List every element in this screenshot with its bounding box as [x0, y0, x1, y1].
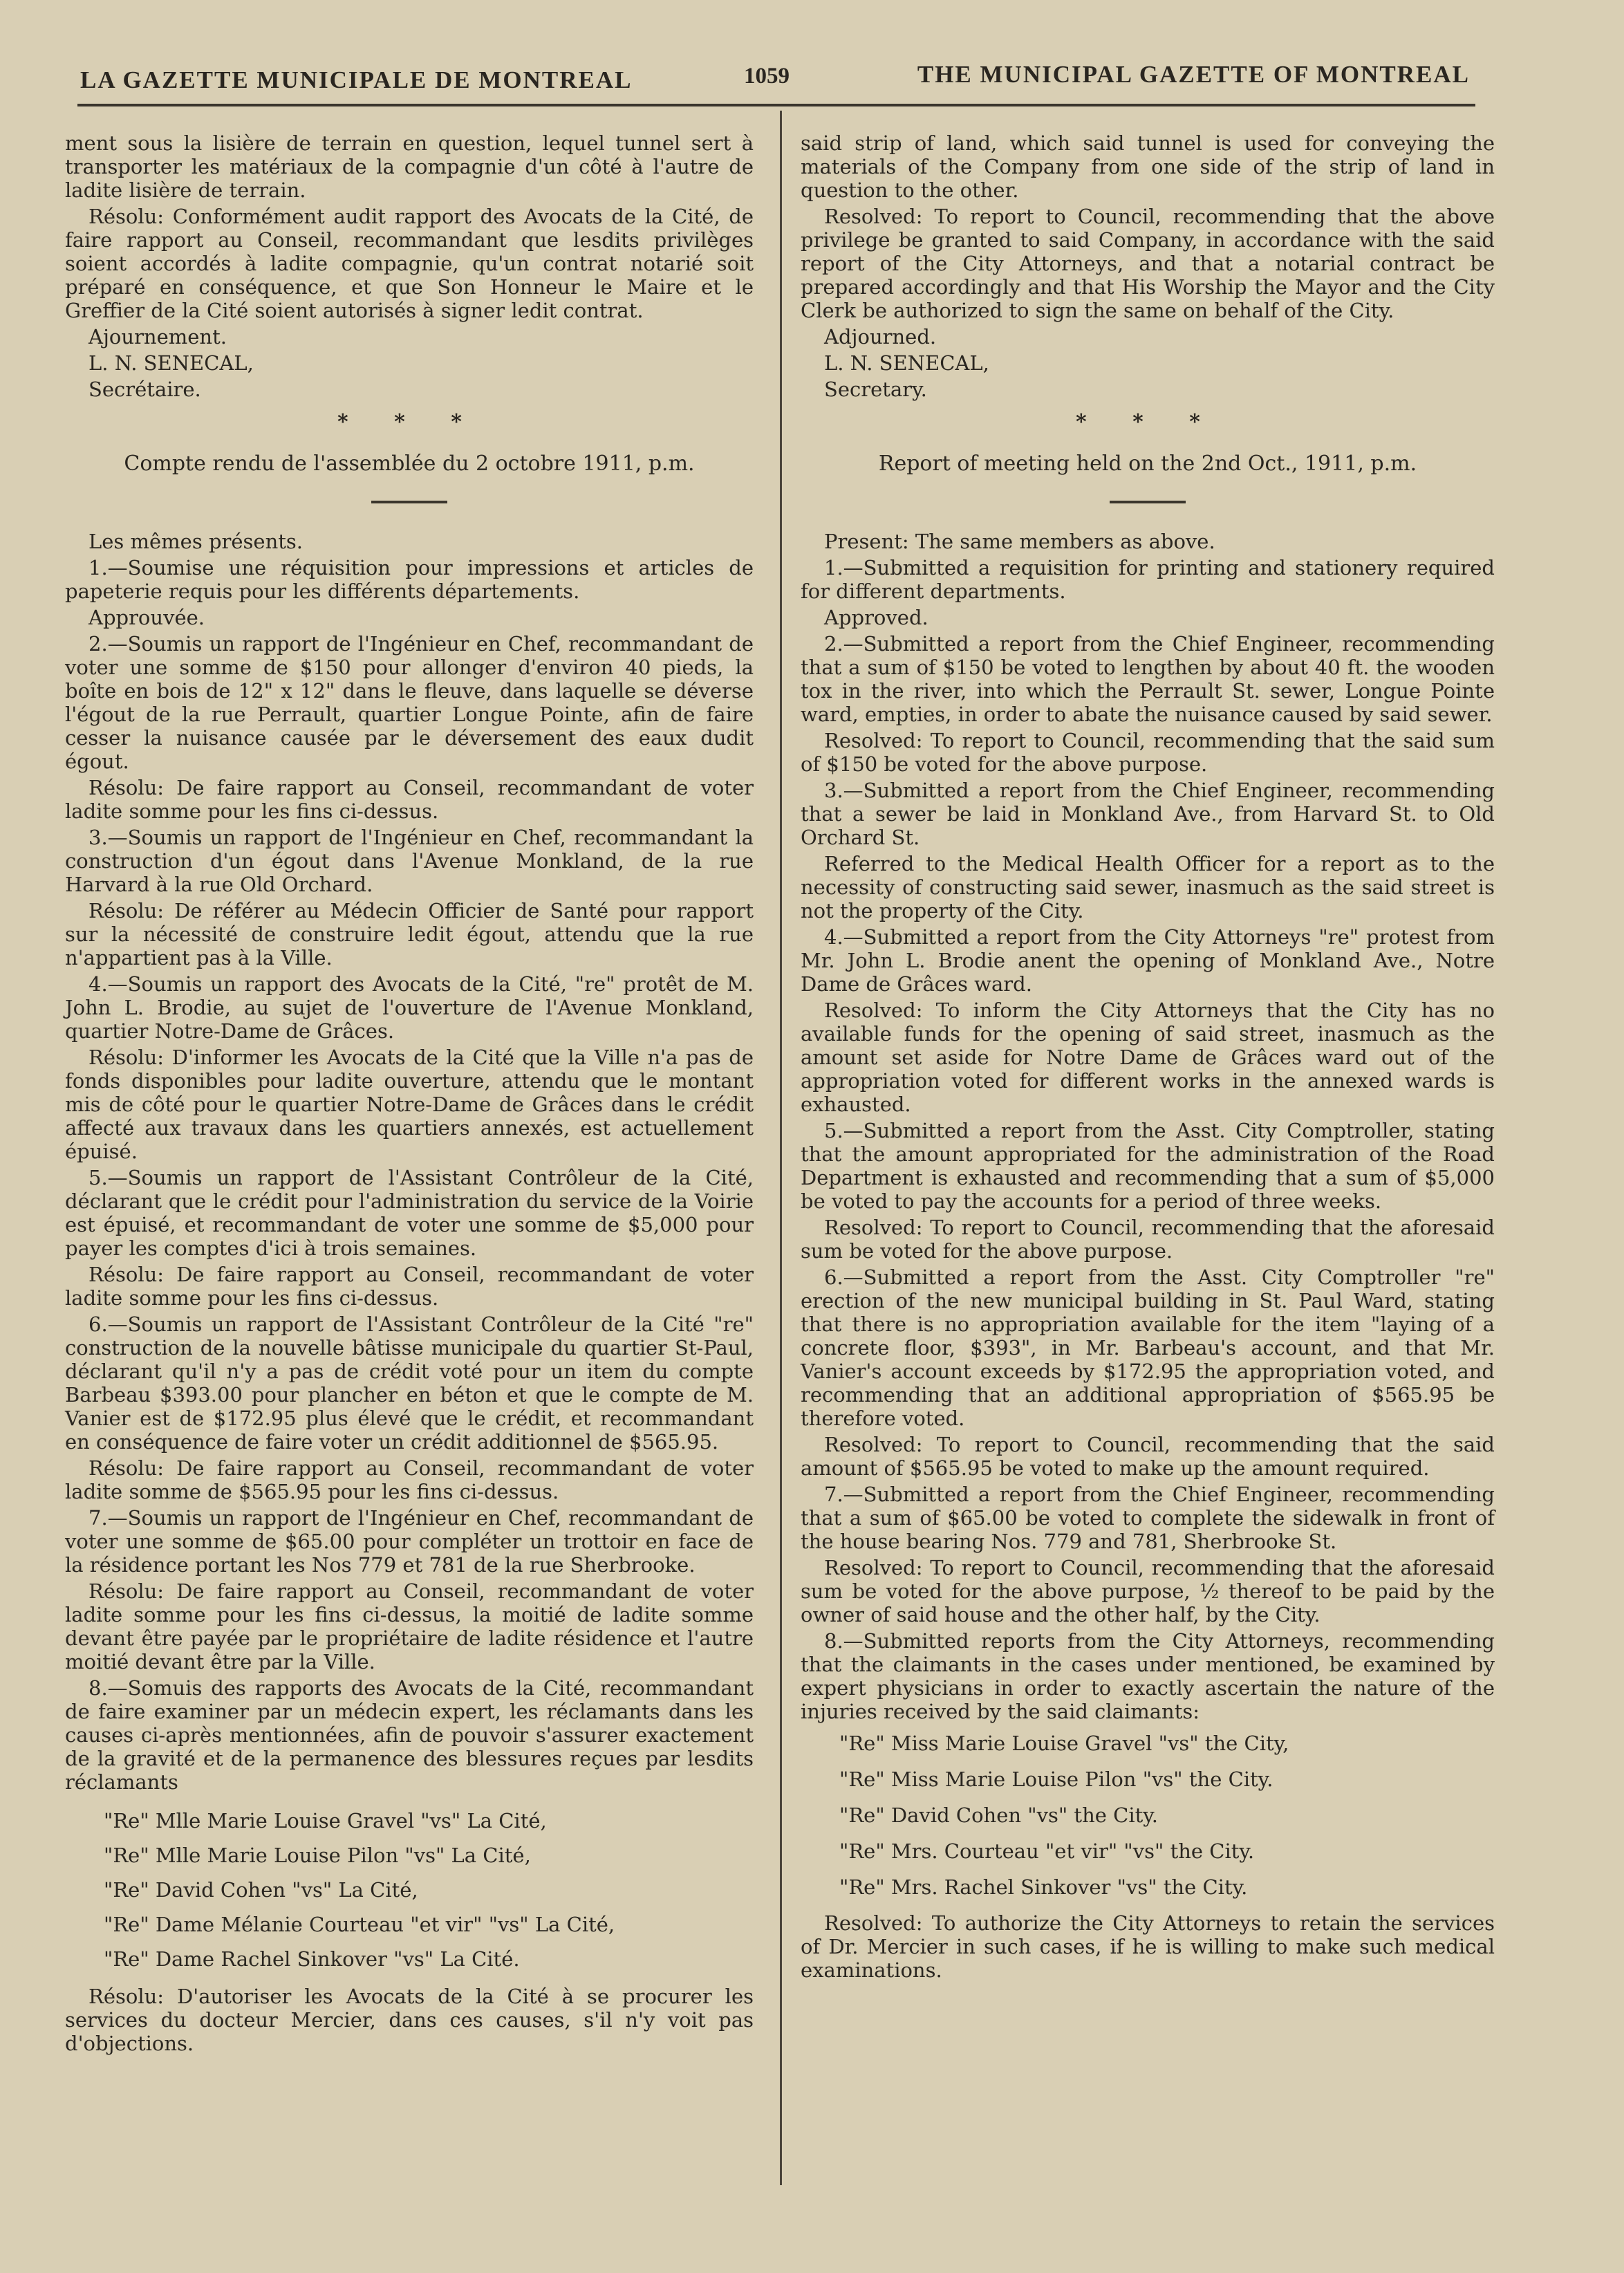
case-item: "Re" David Cohen "vs" La Cité,	[104, 1878, 418, 1902]
signature-title: Secrétaire.	[88, 378, 201, 401]
paragraph: Resolved: To report to Council, recommending that the aforesaid sum be voted for the above purpose.	[801, 1216, 1495, 1263]
paragraph: Résolu: De faire rapport au Conseil, recommandant de voter ladite somme pour les fins ci-dessus.	[65, 776, 754, 823]
paragraph: Resolved: To report to Council, recommending that the above privilege be granted to said Company, in accordance with the said report of the City Attorneys, and that a notarial contract be prepared accordingly and that His Worship the Mayor and the City Clerk be authorized to sign the same on behalf of the City.	[801, 205, 1495, 322]
paragraph: 5.—Submitted a report from the Asst. City Comptroller, stating that the amount appropriated for the administration of the Road Department is exhausted and recommending that a sum of $5,000 be voted to pay the accounts for a period of three weeks.	[801, 1119, 1495, 1213]
english-column	[801, 131, 1495, 1985]
paragraph: Resolved: To inform the City Attorneys that the City has no available funds for the opening of said street, inasmuch as the amount set aside for Notre Dame de Grâces ward out of the appropriation voted for different works in the annexed wards is exhausted.	[801, 999, 1495, 1116]
header-rule	[77, 104, 1475, 106]
paragraph: Résolu: Conformément audit rapport des Avocats de la Cité, de faire rapport au Conseil, recommandant que lesdits privilèges soient accordés à ladite compagnie, qu'un contrat notarié soit préparé en conséquence, et que Son Honneur le Maire et le Greffier de la Cité soient autorisés à signer ledit contrat.	[65, 205, 754, 322]
paragraph: ment sous la lisière de terrain en question, lequel tunnel sert à transporter les matériaux de la compagnie d'un côté à l'autre de ladite lisière de terrain.	[65, 131, 754, 202]
paragraph: 5.—Soumis un rapport de l'Assistant Contrôleur de la Cité, déclarant que le crédit pour l'administration du service de la Voirie est épuisé, et recommandant de voter une somme de $5,000 pour payer les comptes d'ici à trois semaines.	[65, 1166, 754, 1260]
paragraph: Résolu: De faire rapport au Conseil, recommandant de voter ladite somme de $565.95 pour les fins ci-dessus.	[65, 1456, 754, 1503]
paragraph: Les mêmes présents.	[88, 530, 304, 553]
paragraph: 2.—Soumis un rapport de l'Ingénieur en Chef, recommandant de voter une somme de $150 pour allonger d'environ 40 pieds, la boîte en bois de 12" x 12" dans le fleuve, dans laquelle se déverse l'égout de la rue Perrault, quartier Longue Pointe, afin de faire cesser la nuisance causée par le déversement des eaux dudit égout.	[65, 632, 754, 773]
paragraph: 1.—Soumise une réquisition pour impressions et articles de papeterie requis pour les différents départements.	[65, 556, 754, 603]
paragraph: Approved.	[824, 606, 928, 629]
paragraph: said strip of land, which said tunnel is used for conveying the materials of the Company from one side of the strip of land in question to the other.	[801, 131, 1495, 202]
case-item: "Re" Mrs. Rachel Sinkover "vs" the City.	[839, 1875, 1248, 1899]
signature-name: L. N. SENECAL,	[88, 351, 254, 375]
signature-title: Secretary.	[824, 378, 927, 401]
paragraph: Résolu: De faire rapport au Conseil, recommandant de voter ladite somme pour les fins ci-dessus.	[65, 1263, 754, 1310]
paragraph: 7.—Soumis un rapport de l'Ingénieur en Chef, recommandant de voter une somme de $65.00 pour compléter un trottoir en face de la résidence portant les Nos 779 et 781 de la rue Sherbrooke.	[65, 1506, 754, 1577]
page-header	[80, 61, 1470, 102]
meeting-heading: Compte rendu de l'assemblée du 2 octobre 1911, p.m.	[124, 452, 695, 476]
short-rule	[371, 501, 447, 503]
case-item: "Re" Dame Rachel Sinkover "vs" La Cité.	[104, 1947, 520, 1971]
case-item: "Re" Mlle Marie Louise Pilon "vs" La Cité,	[104, 1844, 531, 1867]
case-item: "Re" Miss Marie Louise Pilon "vs" the City.	[839, 1768, 1273, 1791]
paragraph: 2.—Submitted a report from the Chief Engineer, recommending that a sum of $150 be voted to lengthen by about 40 ft. the wooden tox in the river, into which the Perrault St. sewer, Longue Pointe ward, empties, in order to abate the nuisance caused by said sewer.	[801, 632, 1495, 726]
case-list	[104, 1809, 754, 1971]
paragraph: 3.—Soumis un rapport de l'Ingénieur en Chef, recommandant la construction d'un égout dans l'Avenue Monkland, de la rue Harvard à la rue Old Orchard.	[65, 826, 754, 896]
case-item: "Re" Mrs. Courteau "et vir" "vs" the City.	[839, 1839, 1255, 1863]
paragraph: 4.—Soumis un rapport des Avocats de la Cité, "re" protêt de M. John L. Brodie, au sujet de l'ouverture de l'Avenue Monkland, quartier Notre-Dame de Grâces.	[65, 972, 754, 1043]
signature-name: L. N. SENECAL,	[824, 351, 989, 375]
paragraph: Referred to the Medical Health Officer for a report as to the necessity of constructing said sewer, inasmuch as the said street is not the property of the City.	[801, 852, 1495, 922]
paragraph: Resolved: To report to Council, recommending that the said sum of $150 be voted for the above purpose.	[801, 729, 1495, 776]
case-item: "Re" Dame Mélanie Courteau "et vir" "vs" La Cité,	[104, 1913, 615, 1936]
paragraph: Résolu: D'informer les Avocats de la Cité que la Ville n'a pas de fonds disponibles pour ladite ouverture, attendu que le montant mis de côté pour le quartier Notre-Dame de Grâces dans le crédit affecté aux travaux dans les quartiers annexés, est actuellement épuisé.	[65, 1046, 754, 1163]
paragraph: 8.—Submitted reports from the City Attorneys, recommending that the claimants in the cases under mentioned, be examined by expert physicians in order to exactly ascertain the nature of the injuries received by the said claimants:	[801, 1629, 1495, 1723]
paragraph: Resolved: To report to Council, recommending that the said amount of $565.95 be voted to make up the amount required.	[801, 1433, 1495, 1480]
paragraph: Approuvée.	[88, 606, 205, 629]
adjournment: Ajournement.	[88, 325, 227, 349]
page-number: 1059	[744, 64, 790, 89]
paragraph: Résolu: De référer au Médecin Officier de Santé pour rapport sur la nécessité de construire ledit égout, attendu que la rue n'appartient pas à la Ville.	[65, 899, 754, 969]
meeting-heading: Report of meeting held on the 2nd Oct., 1911, p.m.	[878, 452, 1417, 476]
paragraph: 1.—Submitted a requisition for printing and stationery required for different departments.	[801, 556, 1495, 603]
french-column	[65, 131, 754, 2058]
paragraph: 3.—Submitted a report from the Chief Engineer, recommending that a sewer be laid in Monkland Ave., from Harvard St. to Old Orchard St.	[801, 779, 1495, 849]
paragraph: Résolu: De faire rapport au Conseil, recommandant de voter ladite somme pour les fins ci-dessus, la moitié de ladite somme devant être payée par le propriétaire de ladite résidence et l'autre moitié devant être par la Ville.	[65, 1579, 754, 1673]
case-item: "Re" David Cohen "vs" the City.	[839, 1803, 1158, 1827]
paragraph: Present: The same members as above.	[824, 530, 1215, 553]
column-divider	[780, 111, 782, 2185]
paragraph: 4.—Submitted a report from the City Attorneys "re" protest from Mr. John L. Brodie anent the opening of Monkland Ave., Notre Dame de Grâces ward.	[801, 925, 1495, 996]
paragraph: 8.—Somuis des rapports des Avocats de la Cité, recommandant de faire examiner par un médecin expert, les réclamants dans les causes ci-après mentionnées, afin de pouvoir s'assurer exactement de la gravité et de la permanence des blessures reçues par lesdits réclamants	[65, 1676, 754, 1794]
section-stars: * * *	[337, 410, 481, 434]
case-item: "Re" Miss Marie Louise Gravel "vs" the City,	[839, 1732, 1289, 1755]
header-english-title: THE MUNICIPAL GAZETTE OF MONTREAL	[917, 61, 1470, 88]
adjournment: Adjourned.	[824, 325, 937, 349]
case-item: "Re" Mlle Marie Louise Gravel "vs" La Cité,	[104, 1809, 547, 1833]
paragraph: 6.—Submitted a report from the Asst. City Comptroller "re" erection of the new municipal building in St. Paul Ward, stating that there is no appropriation available for the item "laying of a concrete floor, $393", in Mr. Barbeau's account, and that Mr. Vanier's account exceeds by $172.95 the appropriation voted, and recommending that an additional appropriation of $565.95 be therefore voted.	[801, 1265, 1495, 1430]
paragraph: Resolved: To report to Council, recommending that the aforesaid sum be voted for the above purpose, ½ thereof to be paid by the owner of said house and the other half, by the City.	[801, 1556, 1495, 1626]
section-stars: * * *	[1076, 410, 1220, 434]
paragraph: 6.—Soumis un rapport de l'Assistant Contrôleur de la Cité "re" construction de la nouvelle bâtisse municipale du quartier St-Paul, déclarant qu'il n'y a pas de crédit voté pour un item du compte Barbeau $393.00 pour plancher en béton et que le compte de M. Vanier est de $172.95 plus élevé que le crédit, et recommandant en conséquence de faire voter un crédit additionnel de $565.95.	[65, 1312, 754, 1454]
case-list	[839, 1732, 1495, 1899]
header-french-title: LA GAZETTE MUNICIPALE DE MONTREAL	[80, 66, 633, 93]
short-rule	[1110, 501, 1186, 503]
paragraph: Resolved: To authorize the City Attorneys to retain the services of Dr. Mercier in such cases, if he is willing to make such medical examinations.	[801, 1911, 1495, 1982]
paragraph: 7.—Submitted a report from the Chief Engineer, recommending that a sum of $65.00 be voted to complete the sidewalk in front of the house bearing Nos. 779 and 781, Sherbrooke St.	[801, 1483, 1495, 1553]
paragraph: Résolu: D'autoriser les Avocats de la Cité à se procurer les services du docteur Mercier, dans ces causes, s'il n'y voit pas d'objections.	[65, 1985, 754, 2055]
